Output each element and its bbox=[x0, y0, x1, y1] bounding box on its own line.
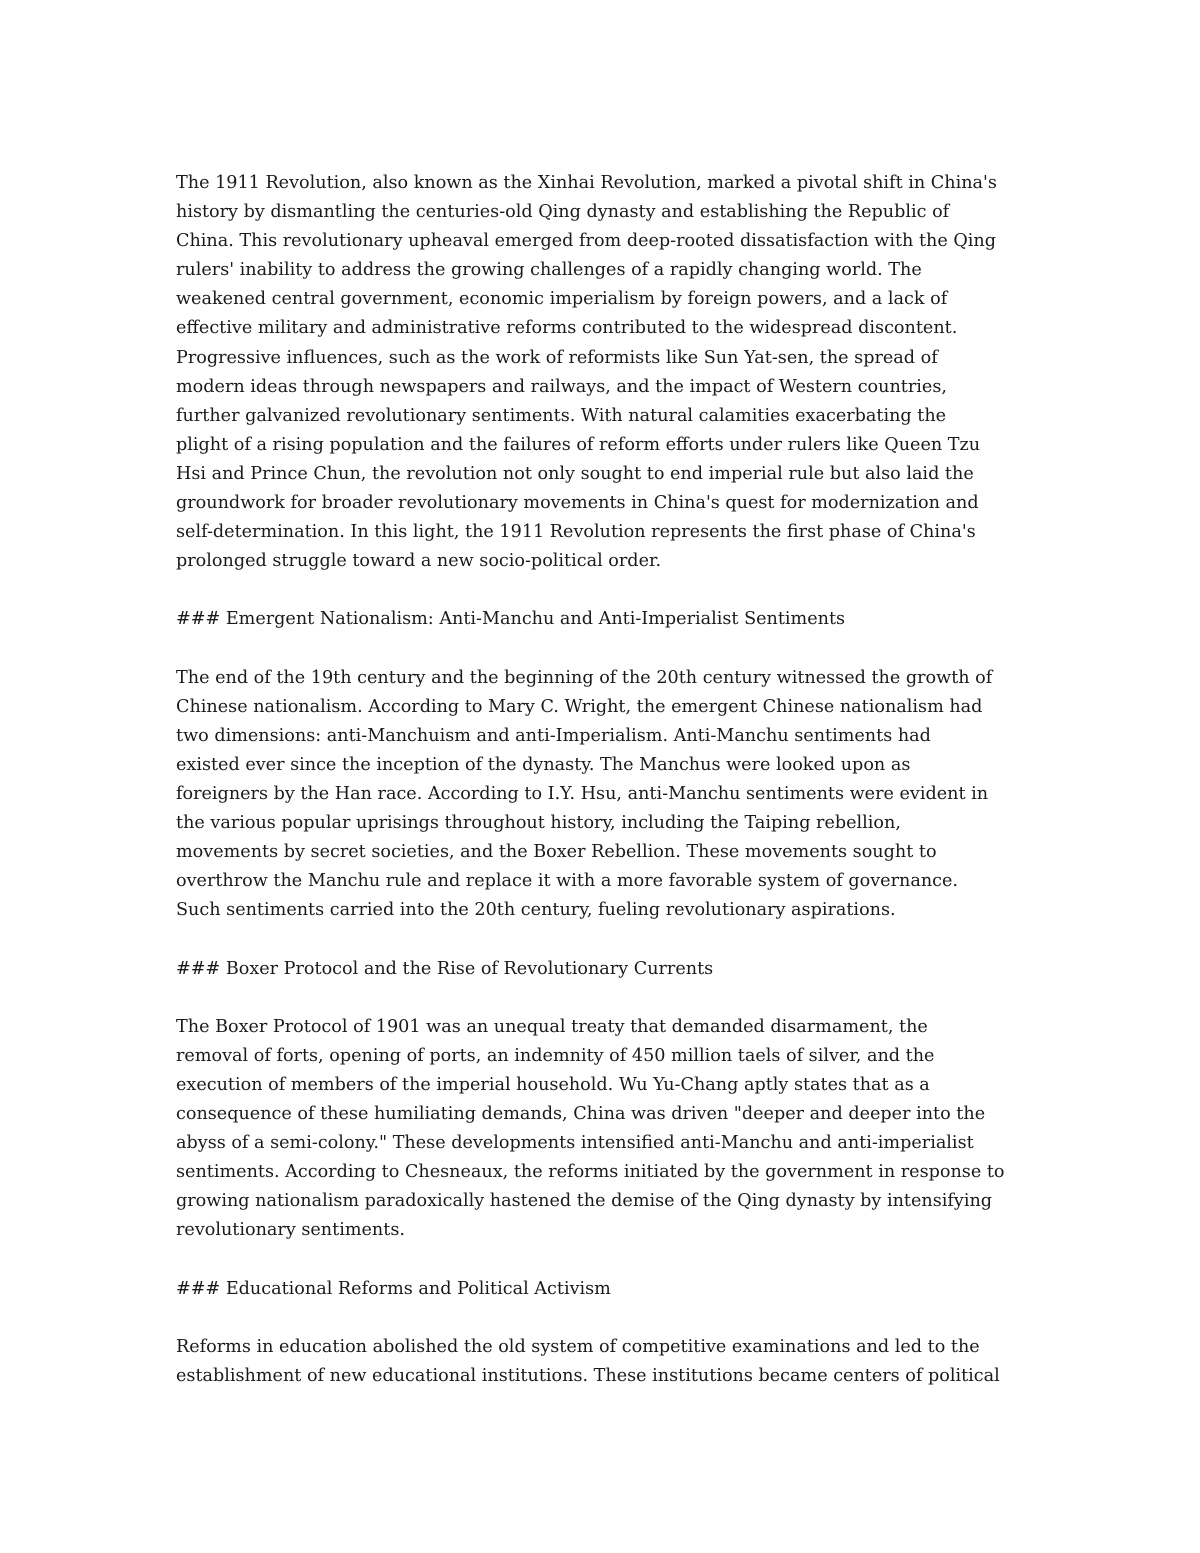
text-line: prolonged struggle toward a new socio-political order. bbox=[176, 551, 662, 572]
text-line: self-determination. In this light, the 1911 Revolution represents the first phase of China's bbox=[176, 522, 976, 543]
text-line: execution of members of the imperial household. Wu Yu-Chang aptly states that as a bbox=[176, 1074, 930, 1095]
text-line: revolutionary sentiments. bbox=[176, 1220, 405, 1241]
text-line: the various popular uprisings throughout history, including the Taiping rebellion, bbox=[176, 813, 901, 834]
text-line: Progressive influences, such as the work of reformists like Sun Yat-sen, the spread of bbox=[176, 347, 938, 368]
heading-line: ### Educational Reforms and Political Activism bbox=[176, 1278, 611, 1299]
text-line: growing nationalism paradoxically hastened the demise of the Qing dynasty by intensifying bbox=[176, 1191, 993, 1212]
text-line: Reforms in education abolished the old system of competitive examinations and led to the bbox=[176, 1336, 980, 1357]
paragraph-educational-reforms bbox=[176, 1333, 1028, 1391]
text-line: The end of the 19th century and the beginning of the 20th century witnessed the growth of bbox=[176, 667, 993, 688]
text-line: sentiments. According to Chesneaux, the reforms initiated by the government in response to bbox=[176, 1162, 1005, 1183]
section-heading-boxer-protocol bbox=[176, 955, 1028, 984]
text-line: establishment of new educational institutions. These institutions became centers of political bbox=[176, 1365, 1000, 1386]
paragraph-boxer-protocol bbox=[176, 1013, 1028, 1246]
text-line: The Boxer Protocol of 1901 was an unequal treaty that demanded disarmament, the bbox=[176, 1016, 928, 1037]
text-line: plight of a rising population and the failures of reform efforts under rulers like Queen Tzu bbox=[176, 434, 981, 455]
section-heading-nationalism bbox=[176, 605, 1028, 634]
text-line: modern ideas through newspapers and railways, and the impact of Western countries, bbox=[176, 376, 947, 397]
heading-line: ### Emergent Nationalism: Anti-Manchu and Anti-Imperialist Sentiments bbox=[176, 609, 846, 630]
text-line: history by dismantling the centuries-old Qing dynasty and establishing the Republic of bbox=[176, 202, 950, 223]
text-line: Such sentiments carried into the 20th century, fueling revolutionary aspirations. bbox=[176, 900, 896, 921]
text-line: The 1911 Revolution, also known as the Xinhai Revolution, marked a pivotal shift in China's bbox=[176, 173, 997, 193]
text-line: China. This revolutionary upheaval emerged from deep-rooted dissatisfaction with the Qing bbox=[176, 231, 996, 252]
text-line: movements by secret societies, and the Boxer Rebellion. These movements sought to bbox=[176, 842, 937, 863]
section-heading-educational-reforms bbox=[176, 1275, 1028, 1304]
text-line: foreigners by the Han race. According to I.Y. Hsu, anti-Manchu sentiments were evident in bbox=[176, 783, 989, 804]
text-line: Hsi and Prince Chun, the revolution not only sought to end imperial rule but also laid the bbox=[176, 463, 974, 484]
document-body bbox=[176, 169, 1028, 1391]
text-line: further galvanized revolutionary sentiments. With natural calamities exacerbating the bbox=[176, 405, 947, 426]
text-line: abyss of a semi-colony." These developments intensified anti-Manchu and anti-imperialist bbox=[176, 1133, 974, 1154]
text-line: existed ever since the inception of the dynasty. The Manchus were looked upon as bbox=[176, 754, 911, 775]
text-line: effective military and administrative reforms contributed to the widespread discontent. bbox=[176, 318, 958, 339]
text-line: Chinese nationalism. According to Mary C. Wright, the emergent Chinese nationalism had bbox=[176, 696, 983, 717]
text-line: rulers' inability to address the growing challenges of a rapidly changing world. The bbox=[176, 260, 922, 281]
heading-line: ### Boxer Protocol and the Rise of Revolutionary Currents bbox=[176, 958, 714, 979]
text-line: removal of forts, opening of ports, an indemnity of 450 million taels of silver, and the bbox=[176, 1045, 935, 1066]
text-line: overthrow the Manchu rule and replace it with a more favorable system of governance. bbox=[176, 871, 959, 892]
text-line: groundwork for broader revolutionary movements in China's quest for modernization and bbox=[176, 493, 979, 514]
text-line: consequence of these humiliating demands, China was driven "deeper and deeper into the bbox=[176, 1104, 986, 1124]
paragraph-intro bbox=[176, 169, 1028, 576]
text-line: two dimensions: anti-Manchuism and anti-Imperialism. Anti-Manchu sentiments had bbox=[176, 725, 931, 746]
text-line: weakened central government, economic imperialism by foreign powers, and a lack of bbox=[176, 289, 948, 310]
paragraph-nationalism bbox=[176, 664, 1028, 926]
